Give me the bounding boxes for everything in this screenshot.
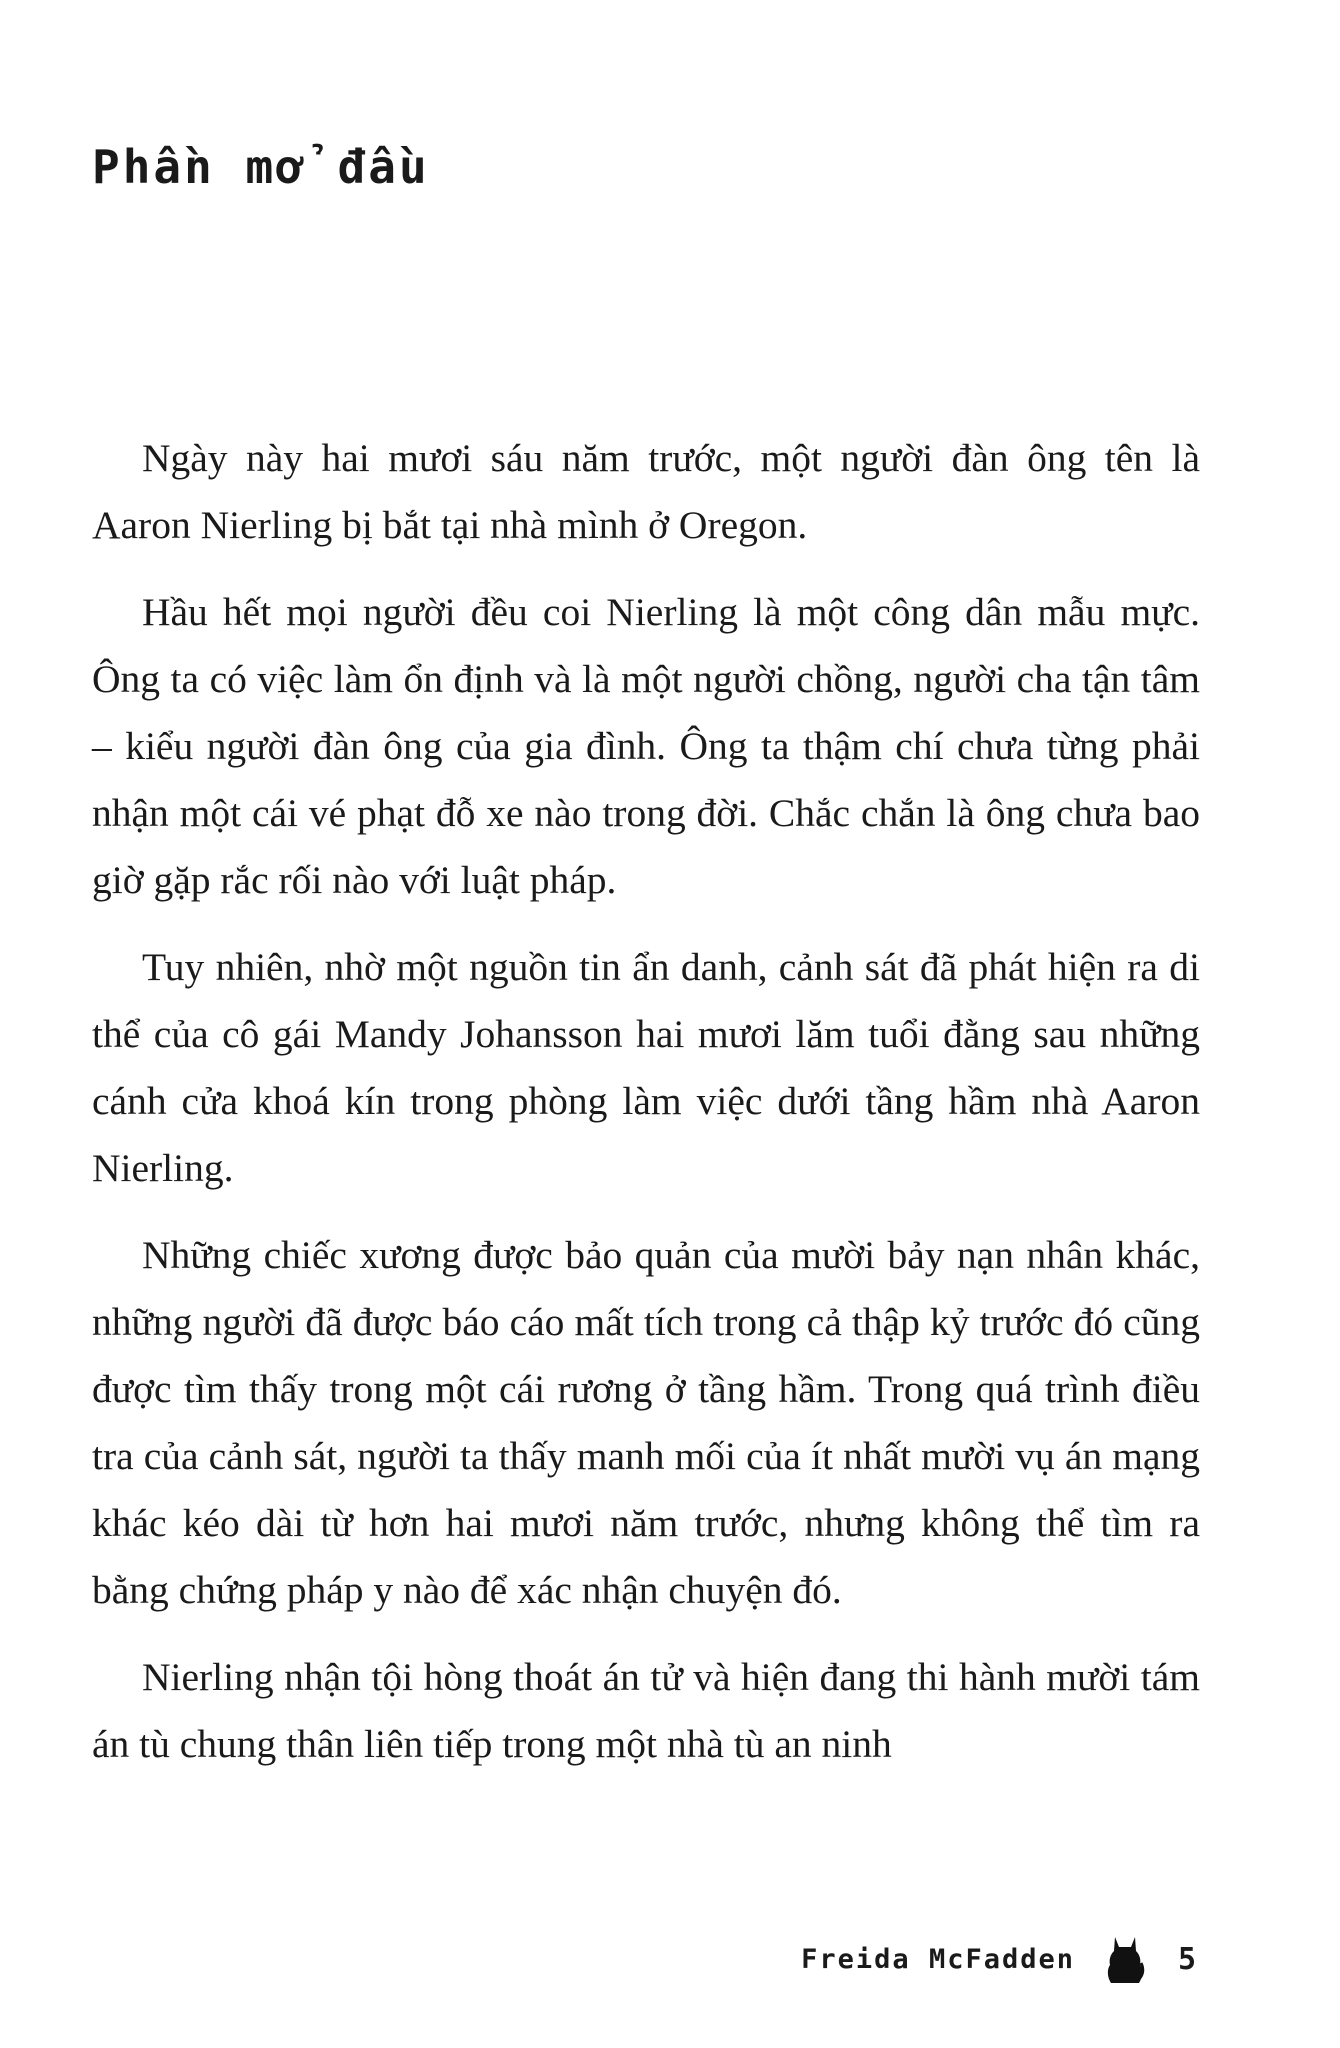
paragraph-4: Những chiếc xương được bảo quản của mười bảy nạn nhân khác, những người đã được báo cáo mất tích trong cả thập kỷ trước đó cũng được tìm thấy trong một cái rương ở tầng hầm. Trong quá trình điều tra của cảnh sát, người ta thấy manh mối của ít nhất mười vụ án mạng khác kéo dài từ hơn hai mươi năm trước, nhưng không thể tìm ra bằng chứng pháp y nào để xác nhận chuyện đó. (92, 1233, 1200, 1612)
paragraph-5: Nierling nhận tội hòng thoát án tử và hiện đang thi hành mười tám án tù chung thân liên tiếp trong một nhà tù an ninh (92, 1655, 1200, 1766)
page-footer (0, 1935, 1340, 1985)
chapter-title: Phần mở đầu (92, 140, 430, 194)
paragraph-3: Tuy nhiên, nhờ một nguồn tin ẩn danh, cảnh sát đã phát hiện ra di thể của cô gái Mandy Johansson hai mươi lăm tuổi đằng sau những cánh cửa khoá kín trong phòng làm việc dưới tầng hầm nhà Aaron Nierling. (92, 945, 1200, 1190)
paragraph-2: Hầu hết mọi người đều coi Nierling là một công dân mẫu mực. Ông ta có việc làm ổn định và là một người chồng, người cha tận tâm – kiểu người đàn ông của gia đình. Ông ta thậm chí chưa từng phải nhận một cái vé phạt đỗ xe nào trong đời. Chắc chắn là ông chưa bao giờ gặp rắc rối nào với luật pháp. (92, 590, 1200, 902)
page-number: 5 (1178, 1942, 1197, 1977)
paragraph-1: Ngày này hai mươi sáu năm trước, một người đàn ông tên là Aaron Nierling bị bắt tại nhà mình ở Oregon. (92, 436, 1200, 547)
footer-author: Freida McFadden (801, 1944, 1075, 1975)
cat-silhouette-icon (1105, 1933, 1145, 1987)
body-text (92, 425, 1200, 1798)
